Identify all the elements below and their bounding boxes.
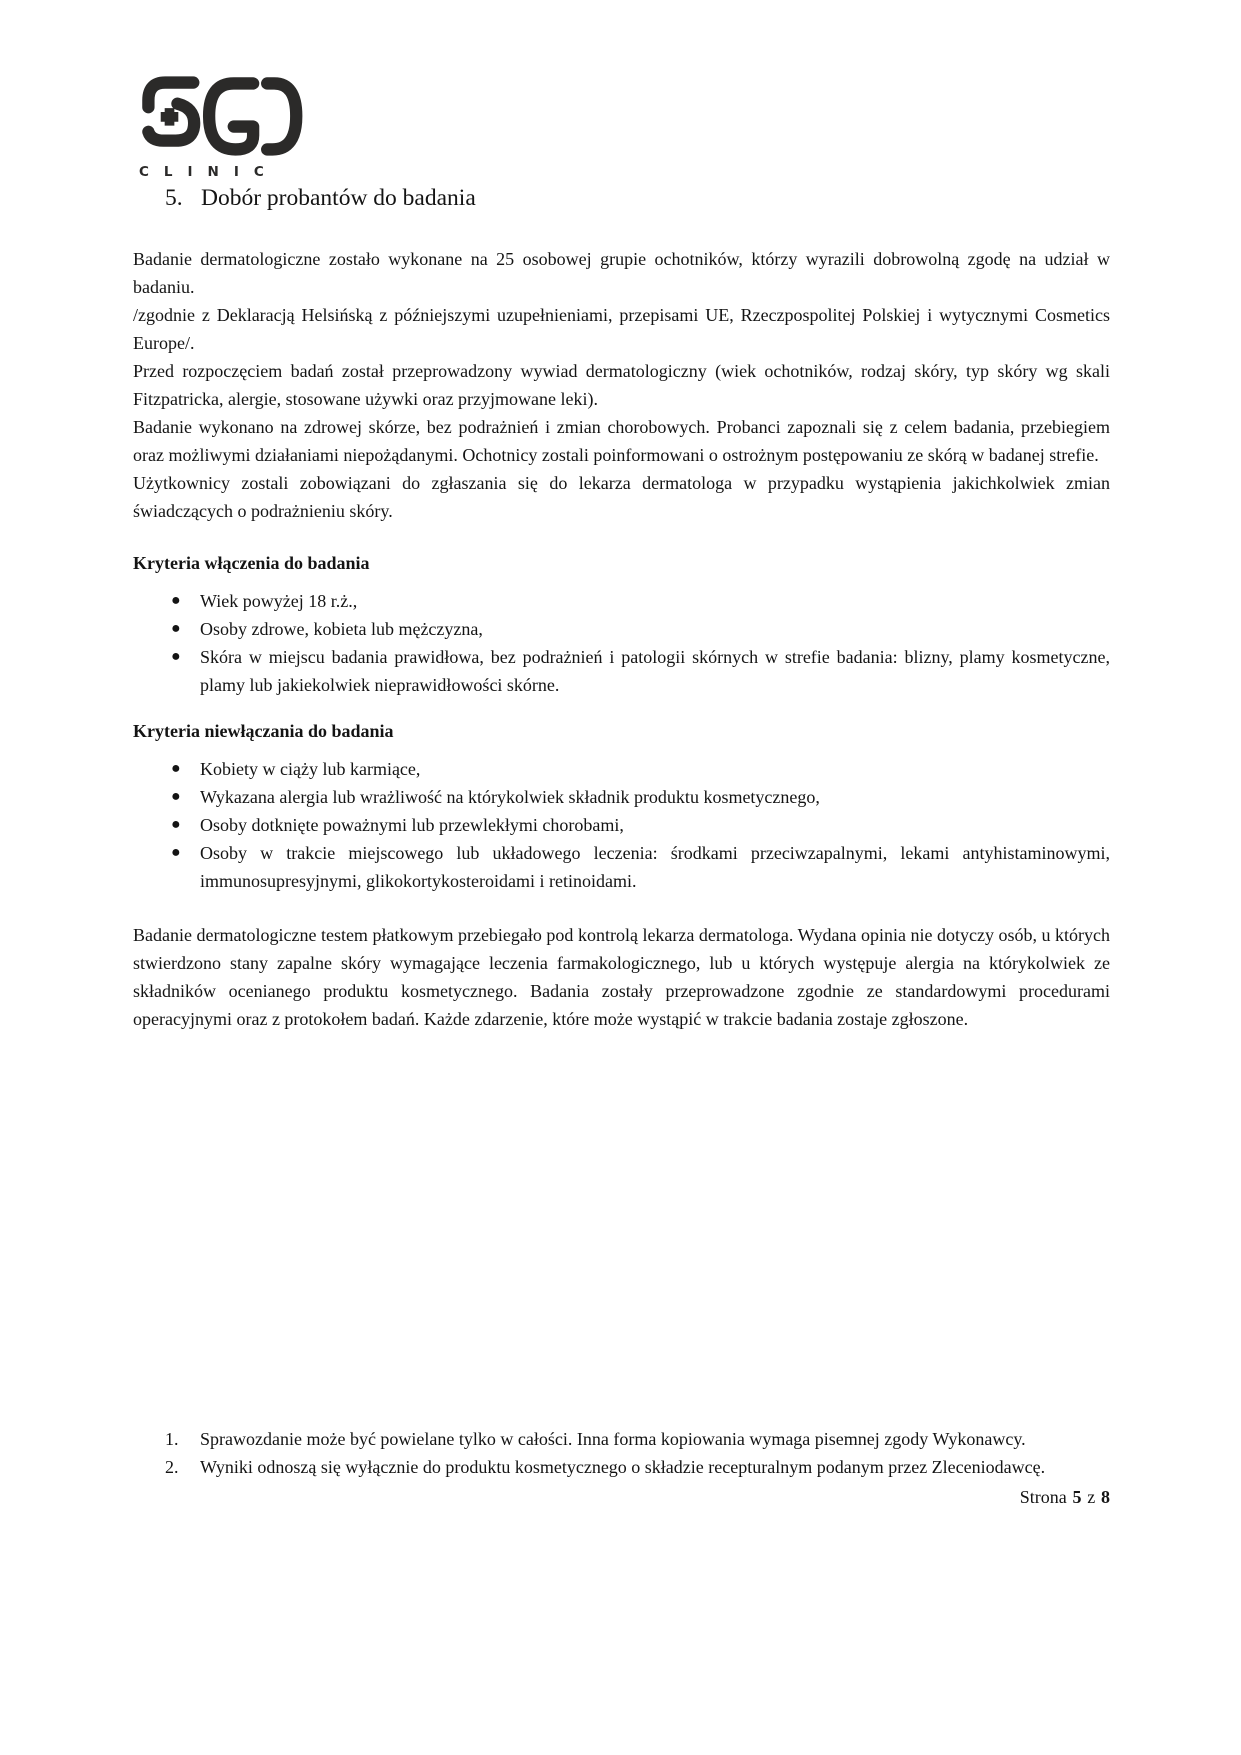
bullet-icon: ● <box>171 844 181 861</box>
inclusion-criteria-heading: Kryteria włączenia do badania <box>133 553 370 573</box>
page-separator: z <box>1087 1487 1096 1507</box>
bullet-icon: ● <box>171 592 181 609</box>
bullet-icon: ● <box>171 816 181 833</box>
footnote-number: 1. <box>165 1429 179 1449</box>
exclusion-criterion <box>133 811 1110 839</box>
bullet-icon: ● <box>171 620 181 637</box>
section-heading <box>165 183 1110 213</box>
sgd-logo-icon <box>133 72 309 160</box>
page-total: 8 <box>1101 1487 1110 1507</box>
section-number: 5. <box>165 185 183 211</box>
paragraph-declaration: /zgodnie z Deklaracją Helsińską z późniejszymi uzupełnieniami, przepisami UE, Rzeczpospolitej Polskiej i wytycznymi Cosmetics Europe/. <box>133 305 1110 353</box>
logo-letter-g <box>209 83 253 149</box>
exclusion-criterion-text: Kobiety w ciąży lub karmiące, <box>200 759 421 779</box>
paragraph-study-group: Badanie dermatologiczne zostało wykonane na 25 osobowej grupie ochotników, którzy wyrazili dobrowolną zgodę na udział w badaniu. <box>133 249 1110 297</box>
page-footer <box>133 1483 1110 1511</box>
footnote-number: 2. <box>165 1457 179 1477</box>
inclusion-criterion <box>133 587 1110 615</box>
inclusion-criterion <box>133 615 1110 643</box>
paragraph-interview: Przed rozpoczęciem badań został przeprowadzony wywiad dermatologiczny (wiek ochotników, rodzaj skóry, typ skóry wg skali Fitzpatricka, alergie, stosowane używki oraz przyjmowane leki). <box>133 361 1110 409</box>
exclusion-criterion <box>133 783 1110 811</box>
page-number: 5 <box>1072 1487 1082 1507</box>
exclusion-criteria-heading: Kryteria niewłączania do badania <box>133 721 394 741</box>
logo-clinic-wordmark: CLINIC <box>139 164 279 180</box>
footnote-text: Sprawozdanie może być powielane tylko w całości. Inna forma kopiowania wymaga pisemnej zgody Wykonawcy. <box>200 1429 1026 1449</box>
exclusion-criterion <box>133 755 1110 783</box>
footnote-text: Wyniki odnoszą się wyłącznie do produktu kosmetycznego o składzie recepturalnym podanym przez Zleceniodawcę. <box>200 1457 1046 1477</box>
bullet-icon: ● <box>171 760 181 777</box>
inclusion-criteria-list <box>133 587 1110 699</box>
logo-letter-d <box>267 83 296 149</box>
page-label: Strona <box>1019 1487 1067 1507</box>
footnote-item <box>133 1425 1110 1453</box>
sgd-clinic-logo <box>133 72 323 180</box>
report-body <box>133 183 1110 1511</box>
bullet-icon: ● <box>171 648 181 665</box>
section-title: Dobór probantów do badania <box>201 185 476 211</box>
exclusion-criterion-text: Osoby dotknięte poważnymi lub przewlekłymi chorobami, <box>200 815 624 835</box>
paragraph-healthy-skin: Badanie wykonano na zdrowej skórze, bez podrażnień i zmian chorobowych. Probanci zapoznali się z celem badania, przebiegiem oraz możliwymi działaniami niepożądanymi. Ochotnicy zostali poinformowani o ostrożnym postępowaniu ze skórą w badanej strefie. <box>133 417 1110 465</box>
footnote-item <box>133 1453 1110 1481</box>
exclusion-criteria-list <box>133 755 1110 895</box>
medical-cross-icon <box>161 108 179 126</box>
exclusion-criterion-text: Wykazana alergia lub wrażliwość na którykolwiek składnik produktu kosmetycznego, <box>200 787 820 807</box>
exclusion-criterion-text: Osoby w trakcie miejscowego lub układowego leczenia: środkami przeciwzapalnymi, lekami antyhistaminowymi, immunosupresyjnymi, glikokortykosteroidami i retinoidami. <box>200 843 1110 891</box>
inclusion-criterion-text: Wiek powyżej 18 r.ż., <box>200 591 358 611</box>
bullet-icon: ● <box>171 788 181 805</box>
logo-brand-text <box>133 160 134 161</box>
footnotes-list <box>133 1425 1110 1481</box>
paragraph-closing: Badanie dermatologiczne testem płatkowym przebiegało pod kontrolą lekarza dermatologa. Wydana opinia nie dotyczy osób, u których stwierdzono stany zapalne skóry wymagające leczenia farmakologicznego, lub u których występuje alergia na którykolwiek ze składników ocenianego produktu kosmetycznego. Badania zostały przeprowadzone zgodnie ze standardowymi procedurami operacyjnymi oraz z protokołem badań. Każde zdarzenie, które może wystąpić w trakcie badania zostaje zgłoszone. <box>133 925 1110 1029</box>
inclusion-criterion <box>133 643 1110 699</box>
exclusion-criterion <box>133 839 1110 895</box>
inclusion-criterion-text: Osoby zdrowe, kobieta lub mężczyzna, <box>200 619 483 639</box>
inclusion-criterion-text: Skóra w miejscu badania prawidłowa, bez podrażnień i patologii skórnych w strefie badania: blizny, plamy kosmetyczne, plamy lub jakiekolwiek nieprawidłowości skórne. <box>200 647 1110 695</box>
paragraph-obligation: Użytkownicy zostali zobowiązani do zgłaszania się do lekarza dermatologa w przypadku wystąpienia jakichkolwiek zmian świadczących o podrażnieniu skóry. <box>133 473 1110 521</box>
